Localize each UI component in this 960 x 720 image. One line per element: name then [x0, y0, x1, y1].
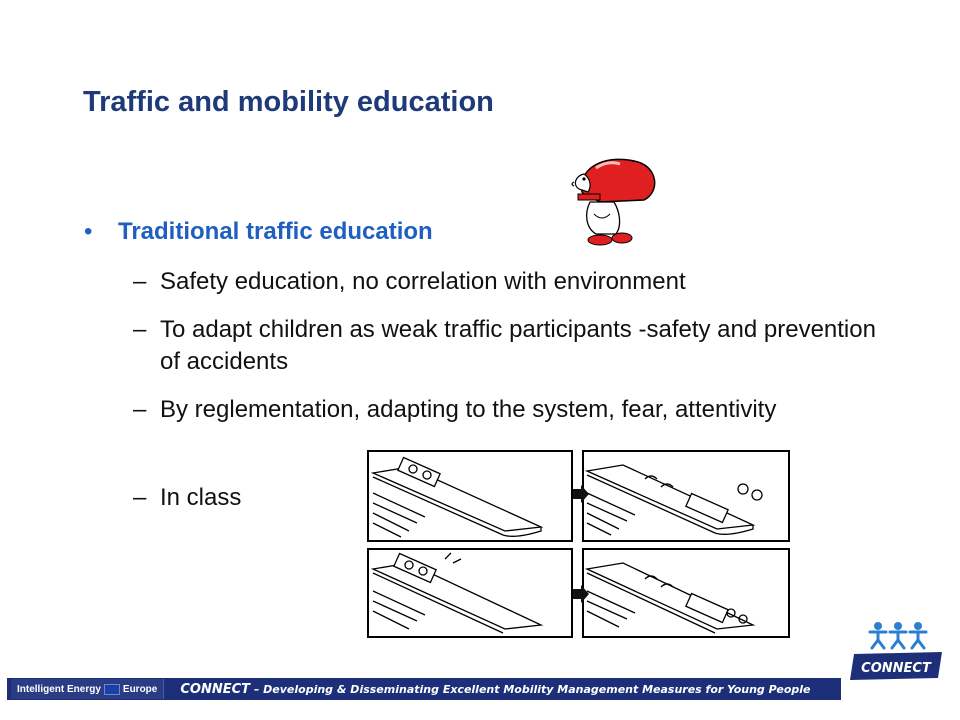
sub-bullet-text: Safety education, no correlation with environment — [160, 268, 686, 295]
dash-icon: – — [133, 484, 147, 511]
footer-tagline-text: – Developing & Disseminating Excellent Mobility Management Measures for Young People — [250, 682, 811, 696]
footer-brand: CONNECT — [180, 681, 250, 697]
europe-label: Europe — [122, 683, 158, 695]
intelligent-energy-label: Intelligent Energy — [17, 683, 101, 695]
dash-icon: – — [133, 268, 147, 295]
dash-icon: – — [133, 396, 147, 423]
eu-flag-icon — [104, 684, 120, 695]
sub-bullet — [133, 314, 880, 378]
footer-bar — [7, 678, 841, 700]
connect-logo — [848, 620, 948, 684]
dash-icon: – — [133, 316, 147, 343]
sub-bullet — [133, 394, 880, 426]
bullet-traditional — [84, 218, 433, 246]
sub-bullet-text: In class — [160, 484, 242, 511]
footer-tagline — [180, 682, 810, 697]
sub-bullet — [133, 266, 880, 298]
helmet-kid-illustration — [560, 152, 660, 248]
slide-title: Traffic and mobility education — [83, 86, 494, 118]
sub-bullet-text: To adapt children as weak traffic participants -safety and prevention of accidents — [160, 316, 876, 375]
sub-bullet-text: By reglementation, adapting to the system, fear, attentivity — [160, 396, 777, 423]
connect-logo-text: CONNECT — [861, 661, 931, 676]
toy-car-ramp-comic — [365, 443, 793, 639]
bullet-icon: • — [84, 218, 93, 245]
bullet-text: Traditional traffic education — [118, 218, 433, 245]
intelligent-energy-logo — [11, 679, 164, 699]
